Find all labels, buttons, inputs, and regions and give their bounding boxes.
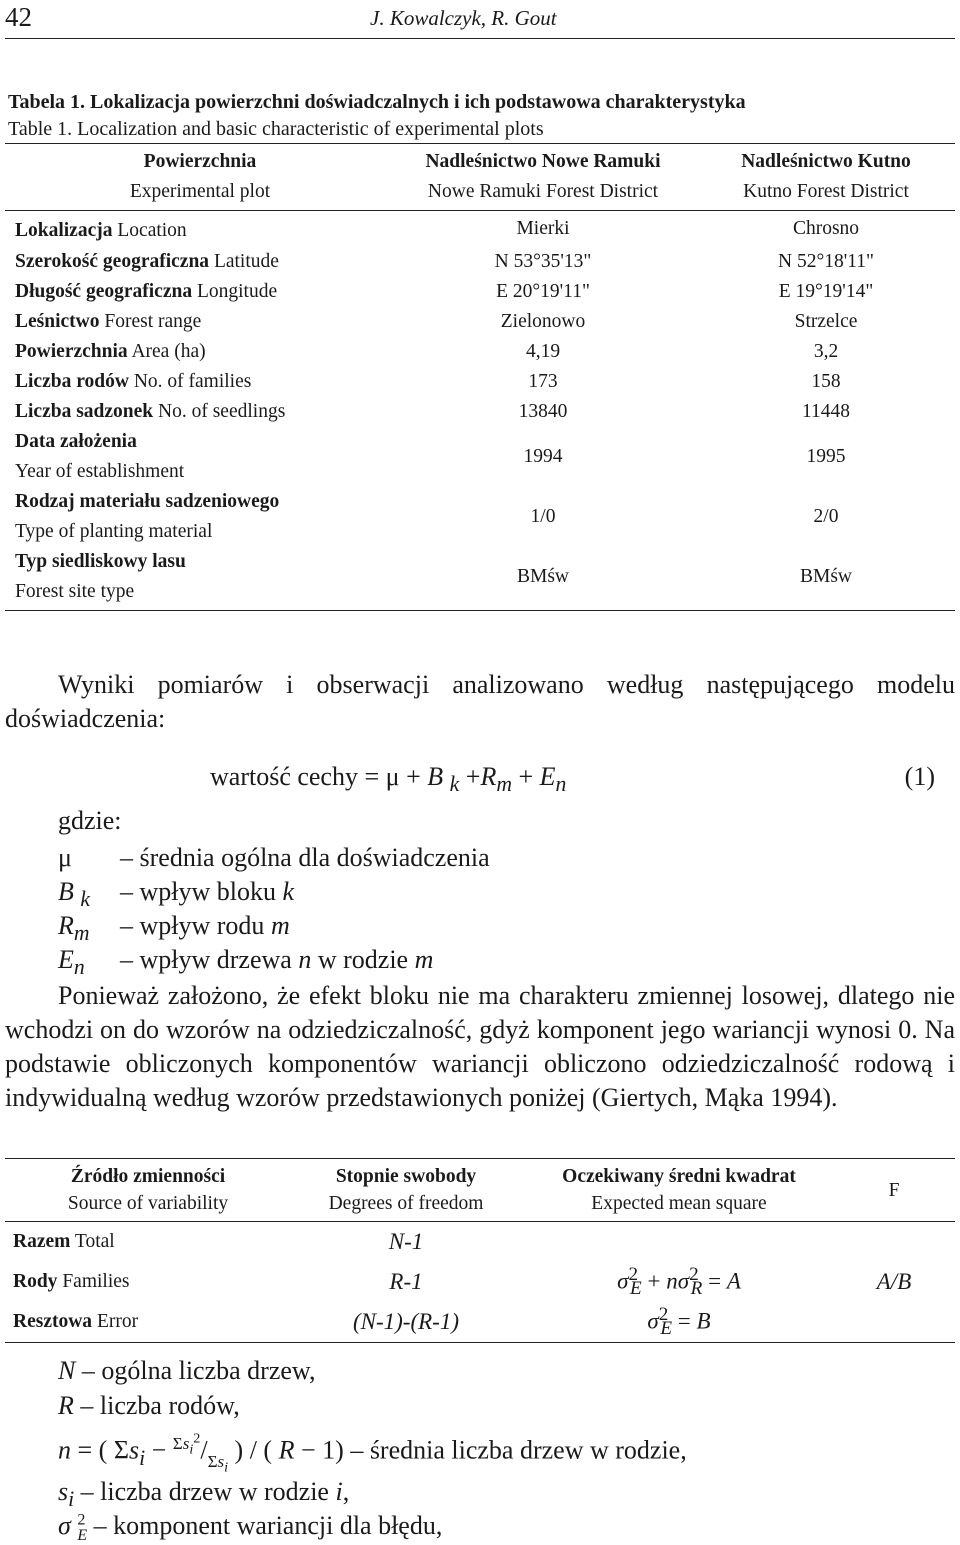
where-label: gdzie: [58,806,122,835]
table-anova [5,1158,955,1343]
table-row: Resztowa Error (N-1)-(R-1) $\sigma^2_E = B$ [5,1302,955,1343]
t1-head-nowe-ramuki: Nadleśnictwo Nowe Ramuki Nowe Ramuki Forest District [389,144,697,211]
table-row: Rody Families R-1 $\sigma^2_E + n\sigma^2_R = A$ A/B [5,1262,955,1302]
table-row: Szerokość geograficzna Latitude N 53°35'13" N 52°18'11" [15,250,874,272]
definition-family: $R_m$ – wpływ rodu m [58,911,290,946]
table-row: Powierzchnia Area (ha) 4,19 3,2 [15,340,839,362]
paragraph-heritability: Ponieważ założono, że efekt bloku nie ma charakteru zmiennej losowej, dlatego nie wchodzi on do wzorów na odziedziczalność, gdyż komponent jego wariancji wynosi 0. Na podstawie obliczonych komponentów wariancji obliczono odziedziczalność rodową i indywidualną według wzorów przedstawionych poniżej (Giertych, Mąka 1994). [5,981,955,1112]
table1-caption-pl: Tabela 1. Lokalizacja powierzchni doświadczalnych i ich podstawowa charakterystyka [8,91,746,113]
table-row: Liczba sadzonek No. of seedlings 13840 11448 [15,400,851,422]
t1-head-plot: Powierzchnia Experimental plot [5,144,389,211]
t2-head-f: F [833,1159,955,1222]
table-row: Lokalizacja Location Mierki Chrosno [15,217,860,241]
header-rule [5,38,955,39]
table1-caption-en: Table 1. Localization and basic characteristic of experimental plots [8,118,544,140]
legend-r: R – liczba rodów, [58,1391,240,1420]
paragraph-model-intro: Wyniki pomiarów i obserwacji analizowano według następującego modelu doświadczenia: [5,670,955,733]
table-row: Leśnictwo Forest range Zielonowo Strzelce [15,310,858,332]
running-header-authors: J. Kowalczyk, R. Gout [370,6,557,30]
definition-tree: $E_n$ – wpływ drzewa n w rodzie m [58,945,434,980]
table-row: Liczba rodów No. of families 173 158 [15,370,841,392]
table-row: Razem Total N-1 [13,1229,424,1254]
legend-sigma-e: σ $^2_E$ – komponent wariancji dla błędu, [58,1511,443,1545]
t2-head-source: Źródło zmienności Source of variability [5,1159,287,1222]
legend-mean-family-size: n = ( $\Sigma s_i - ^{\Sigma s_i^2}/_{\Sigma s_i}$ ) / ( R − 1) – średnia liczba drzew w rodzie, [58,1430,687,1476]
t2-head-ems: Oczekiwany średni kwadrat Expected mean square [525,1159,833,1222]
table-experimental-plots [5,143,955,611]
legend-si: $s_i$ – liczba drzew w rodzie i, [58,1477,350,1512]
table-row: Długość geograficzna Longitude E 20°19'11" E 19°19'14" [15,280,874,302]
t2-head-df: Stopnie swobody Degrees of freedom [287,1159,525,1222]
definition-block: B $_k$ – wpływ bloku k [58,877,295,912]
equation-model: wartość cechy = μ + B $_k +R_m + E_n$ [210,762,567,797]
table-row: Rodzaj materiału sadzeniowego Type of planting material 1/0 2/0 [15,490,839,542]
equation-number: (1) [904,762,935,791]
table-row: Data założenia Year of establishment 1994 1995 [15,430,846,482]
page-number: 42 [5,2,32,32]
ems-families: $\sigma^2_E + n\sigma^2_R = A$ [617,1263,741,1300]
table-row: Typ siedliskowy lasu Forest site type BMśw BMśw [5,547,955,611]
t1-head-kutno: Nadleśnictwo Kutno Kutno Forest District [697,144,955,211]
ems-error: $\sigma^2_E = B$ [525,1302,833,1343]
definition-mu: μ – średnia ogólna dla doświadczenia [58,843,490,872]
legend-n: N – ogólna liczba drzew, [58,1356,316,1385]
